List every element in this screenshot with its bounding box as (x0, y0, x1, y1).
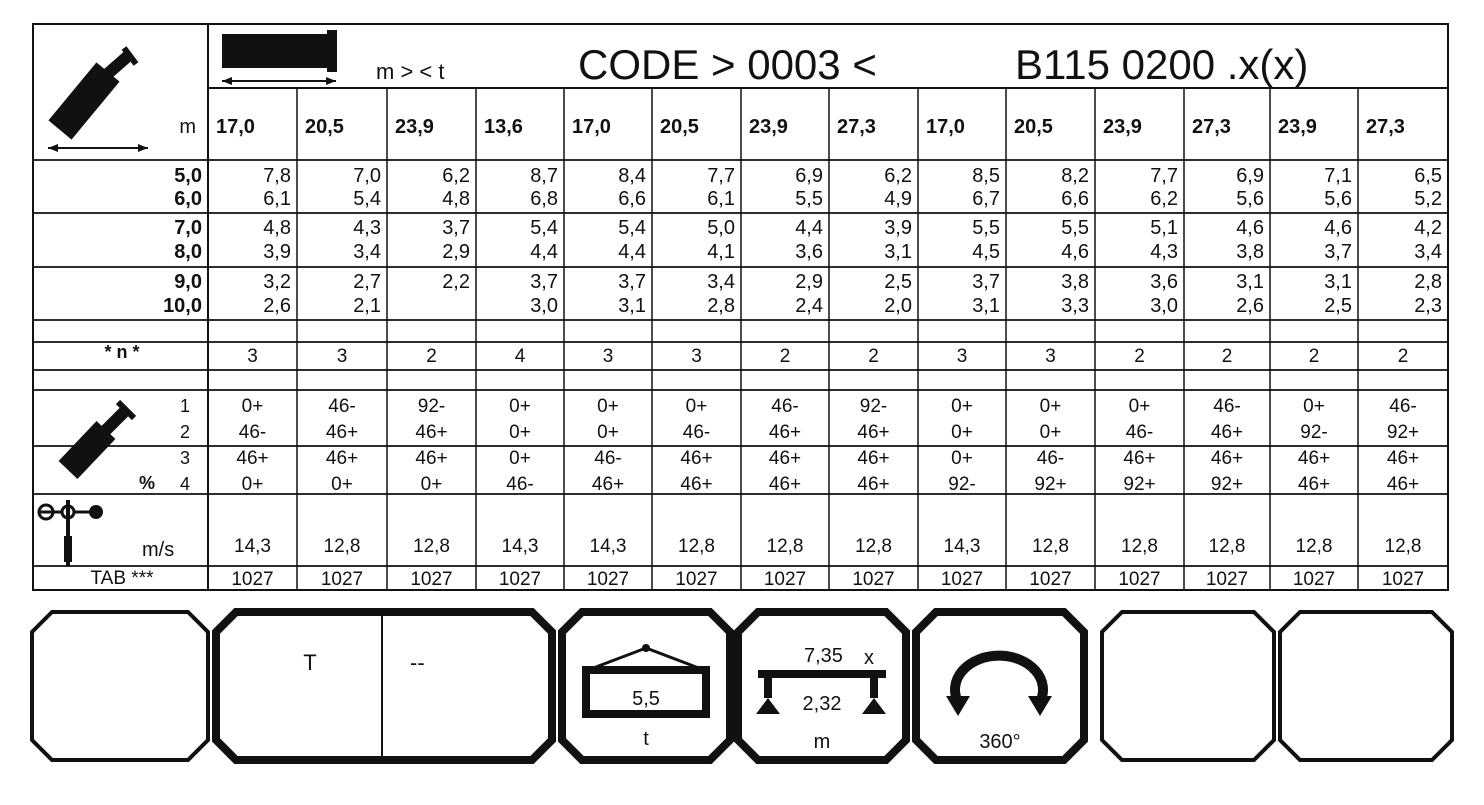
telescope-percent-cell: 0+ (597, 396, 619, 417)
radius-label: 7,0 (174, 217, 202, 239)
telescope-percent-cell: 46- (506, 474, 534, 495)
load-cell: 5,2 (1414, 188, 1442, 210)
load-cell: 6,8 (530, 188, 558, 210)
load-cell: 3,7 (530, 271, 558, 293)
section-number: 3 (179, 448, 190, 468)
falls-cell: 2 (1221, 346, 1233, 367)
empty-panel-left (32, 612, 208, 760)
load-cell: 4,6 (1324, 217, 1352, 239)
wind-speed-row (234, 536, 1421, 557)
telescope-percent-cell: 46+ (325, 422, 359, 443)
telescope-percent-cell: 92+ (1386, 422, 1420, 443)
tab-label: TAB *** (90, 568, 154, 589)
load-cell: 6,9 (1236, 165, 1264, 187)
telescope-section-numbers (180, 396, 190, 494)
telescope-percent-cell: 46+ (1297, 474, 1331, 495)
wind-speed-cell: 14,3 (589, 536, 627, 557)
telescope-percent-cell: 46+ (325, 448, 359, 469)
telescope-percent-cell: 46- (1389, 396, 1417, 417)
load-cell: 3,6 (795, 241, 823, 263)
load-cell: 2,5 (884, 271, 912, 293)
load-cell: 3,3 (1061, 295, 1089, 317)
load-cell: 5,0 (707, 217, 735, 239)
telescope-percent-cell: 0+ (951, 422, 973, 443)
telescope-percent-cell: 46- (682, 422, 711, 443)
load-cell: 6,6 (618, 188, 646, 210)
code-text: CODE > 0003 < (578, 41, 877, 88)
boom-length-cell: 27,3 (1192, 116, 1231, 138)
load-cell: 2,7 (353, 271, 381, 293)
telescope-percent-cell: 46+ (415, 448, 448, 469)
load-cell: 4,3 (1150, 241, 1178, 263)
load-cell: 3,0 (530, 295, 558, 317)
boom-length-cell: 13,6 (484, 116, 523, 138)
load-cell: 6,2 (1150, 188, 1178, 210)
load-cell: 3,1 (884, 241, 912, 263)
counterweight-panel (562, 612, 730, 760)
load-cell: 4,4 (795, 217, 823, 239)
load-cell: 5,6 (1236, 188, 1264, 210)
boom-length-cell: 20,5 (660, 116, 699, 138)
telescope-percent-cell: 46+ (415, 422, 448, 443)
tab-cell: 1027 (498, 569, 542, 590)
load-cell: 8,4 (618, 165, 646, 187)
load-cell: 3,4 (707, 271, 735, 293)
tab-cell: 1027 (852, 569, 895, 590)
telescope-percent-cell: 46- (1036, 448, 1065, 469)
load-cell: 6,5 (1414, 165, 1442, 187)
wind-speed-cell: 12,8 (855, 536, 892, 557)
telescope-percent-cell: 46+ (768, 474, 802, 495)
telescope-percent-cell: 46+ (1210, 448, 1244, 469)
telescope-percent-cell: 46+ (857, 474, 890, 495)
load-cell: 4,3 (353, 217, 381, 239)
load-cell: 5,5 (1061, 217, 1089, 239)
rotation-360-icon (946, 656, 1052, 716)
load-cell: 3,1 (618, 295, 646, 317)
wind-speed-cell: 14,3 (234, 536, 271, 557)
load-cell: 3,9 (263, 241, 291, 263)
load-cell: 3,0 (1150, 295, 1178, 317)
wind-speed-cell: 12,8 (1208, 536, 1246, 557)
load-cell: 3,4 (1414, 241, 1442, 263)
telescope-percent-cell: 0+ (1039, 396, 1062, 417)
section-number: 1 (179, 396, 190, 416)
telescope-percent-cell: 46+ (857, 422, 890, 443)
outrigger-x: x (864, 647, 874, 669)
load-cell: 2,9 (442, 241, 470, 263)
falls-cell: 2 (868, 346, 879, 367)
load-cell: 7,1 (1324, 165, 1352, 187)
boom-length-cell: 23,9 (395, 116, 434, 138)
load-cell: 5,6 (1324, 188, 1352, 210)
load-cell: 2,6 (1236, 295, 1264, 317)
falls-cell: 2 (779, 346, 791, 367)
load-cell: 8,5 (972, 165, 1000, 187)
load-cell: 4,5 (972, 241, 1000, 263)
load-cell: 2,5 (1324, 295, 1352, 317)
telescope-percent-cell: 46- (771, 396, 799, 417)
telescope-boom-icon (68, 402, 134, 470)
load-cell: 3,1 (972, 295, 1000, 317)
tab-cell: 1027 (1292, 569, 1336, 590)
tab-cell: 1027 (675, 569, 718, 590)
tab-cell: 1027 (320, 569, 364, 590)
boom-telescoped-icon (222, 30, 337, 85)
wind-speed-cell: 14,3 (501, 536, 539, 557)
telescope-percent-cell: 46- (328, 396, 356, 417)
load-cell: 8,7 (530, 165, 558, 187)
radius-label: 9,0 (174, 271, 202, 293)
boom-unit: m (179, 116, 196, 138)
wind-speed-cell: 12,8 (1384, 536, 1422, 557)
load-cell: 4,4 (618, 241, 646, 263)
boom-length-cell: 17,0 (216, 116, 255, 138)
boom-length-cell: 20,5 (1014, 116, 1053, 138)
boom-length-cell: 27,3 (837, 116, 876, 138)
section-number: 2 (179, 422, 190, 442)
falls-cell: 3 (602, 346, 614, 367)
outrigger-unit: m (813, 731, 831, 753)
load-cell: 5,5 (795, 188, 823, 210)
radius-label: 10,0 (163, 295, 202, 317)
load-cell: 4,4 (530, 241, 558, 263)
outrigger-width: 2,32 (802, 693, 842, 715)
outrigger-length: 7,35 (804, 645, 843, 667)
boom-length-cell: 17,0 (926, 116, 965, 138)
boom-length-cell: 20,5 (305, 116, 344, 138)
telescope-percent-cell: 46+ (1386, 474, 1420, 495)
load-cell: 7,7 (1150, 165, 1178, 187)
tab-cell: 1027 (1029, 569, 1072, 590)
radius-label: 8,0 (174, 241, 202, 263)
boom-length-cell: 23,9 (1103, 116, 1142, 138)
telescope-percent-cell: 92- (417, 396, 446, 417)
load-cell: 4,8 (263, 217, 291, 239)
radius-label: 6,0 (174, 188, 202, 210)
load-cell: 3,9 (884, 217, 912, 239)
telescope-percent-cell: 0+ (951, 396, 973, 417)
load-cell: 5,4 (353, 188, 381, 210)
load-cell: 2,3 (1414, 295, 1442, 317)
falls-cell: 3 (691, 346, 702, 367)
t-value: -- (410, 650, 425, 675)
section-number: 4 (179, 474, 190, 494)
load-cell: 3,1 (1324, 271, 1352, 293)
telescope-percent-cell: 0+ (1128, 396, 1151, 417)
telescope-percent-cell: 0+ (331, 474, 353, 495)
load-cell: 5,4 (618, 217, 646, 239)
telescope-percent-cell: 46+ (857, 448, 890, 469)
radius-rows (163, 165, 1442, 317)
load-cell: 6,6 (1061, 188, 1089, 210)
load-cell: 2,2 (442, 271, 470, 293)
falls-cell: 2 (426, 346, 437, 367)
telescope-percent-cell: 46- (238, 422, 267, 443)
slew-value: 360° (979, 731, 1021, 753)
load-cell: 6,1 (707, 188, 735, 210)
telescope-percent-cell: 92- (1300, 422, 1328, 443)
tab-cell: 1027 (763, 569, 807, 590)
outrigger-panel (738, 612, 906, 760)
falls-cell: 2 (1134, 346, 1145, 367)
load-cell: 3,7 (972, 271, 1000, 293)
load-cell: 8,2 (1061, 165, 1089, 187)
falls-cell: 4 (514, 346, 526, 367)
load-cell: 6,7 (972, 188, 1000, 210)
telescope-percent-cell: 92+ (1210, 474, 1244, 495)
wind-speed-cell: 12,8 (1121, 536, 1158, 557)
load-cell: 3,8 (1061, 271, 1089, 293)
telescope-percent-cell: 0+ (951, 448, 973, 469)
anemometer-icon (39, 500, 103, 566)
telescope-percent-cell: 46+ (680, 448, 713, 469)
telescope-percent-cell: 0+ (1303, 396, 1325, 417)
falls-cell: 2 (1308, 346, 1320, 367)
load-cell: 3,1 (1236, 271, 1264, 293)
telescope-percent-cell: 46- (594, 448, 622, 469)
telescope-percent-cell: 46+ (1297, 448, 1331, 469)
telescope-percent-cell: 46+ (236, 448, 269, 469)
load-cell: 2,9 (795, 271, 823, 293)
boom-length-cell: 23,9 (1278, 116, 1317, 138)
tab-row (231, 569, 1424, 590)
telescope-percent-cell: 92+ (1123, 474, 1156, 495)
load-cell: 2,8 (707, 295, 735, 317)
load-cell: 4,9 (884, 188, 912, 210)
empty-panel-right-1 (1102, 612, 1274, 760)
percent-label: % (138, 473, 156, 493)
wind-speed-cell: 12,8 (1295, 536, 1333, 557)
load-cell: 3,2 (263, 271, 291, 293)
telescope-percent-cell: 92+ (1034, 474, 1067, 495)
slew-panel (916, 612, 1084, 760)
load-cell: 5,5 (972, 217, 1000, 239)
wind-speed-cell: 12,8 (678, 536, 715, 557)
boom-length-cell: 27,3 (1366, 116, 1405, 138)
falls-label: * n * (104, 342, 140, 362)
telescope-percent-cell: 0+ (509, 422, 531, 443)
load-cell: 7,0 (353, 165, 381, 187)
telescope-percent-cell: 92- (948, 474, 976, 495)
tab-cell: 1027 (1118, 569, 1161, 590)
telescope-percent-cell: 0+ (420, 474, 443, 495)
empty-panel-right-2 (1280, 612, 1452, 760)
wind-speed-cell: 12,8 (323, 536, 361, 557)
load-cell: 5,4 (530, 217, 558, 239)
telescope-percent-cell: 0+ (241, 396, 264, 417)
load-cell: 3,4 (353, 241, 381, 263)
wind-speed-cell: 12,8 (1032, 536, 1069, 557)
boom-length-cell: 17,0 (572, 116, 611, 138)
falls-cell: 3 (956, 346, 968, 367)
load-cell: 3,6 (1150, 271, 1178, 293)
telescope-percent-cell: 46+ (768, 448, 802, 469)
boom-length-cell: 23,9 (749, 116, 788, 138)
tab-cell: 1027 (231, 569, 274, 590)
counterweight-unit: t (643, 728, 649, 750)
falls-row (247, 346, 1408, 367)
telescope-percent-cell: 46+ (1386, 448, 1420, 469)
load-cell: 4,6 (1236, 217, 1264, 239)
load-cell: 4,6 (1061, 241, 1089, 263)
load-cell: 2,1 (353, 295, 381, 317)
load-cell: 2,0 (884, 295, 912, 317)
load-cell: 4,1 (707, 241, 735, 263)
load-cell: 2,8 (1414, 271, 1442, 293)
load-cell: 4,2 (1414, 217, 1442, 239)
crane-boom-icon (48, 48, 148, 152)
telescope-percent-cell: 0+ (509, 448, 531, 469)
radius-label: 5,0 (174, 165, 202, 187)
load-cell: 5,1 (1150, 217, 1178, 239)
wind-unit: m/s (142, 539, 175, 561)
wind-speed-cell: 14,3 (943, 536, 981, 557)
load-cell: 3,8 (1236, 241, 1264, 263)
falls-cell: 3 (247, 346, 258, 367)
telescope-percent-cell: 46+ (1123, 448, 1156, 469)
telescope-percent-cell: 0+ (1039, 422, 1062, 443)
boom-length-row (216, 116, 1405, 138)
telescope-percent-cell: 46+ (768, 422, 802, 443)
telescope-percent-cell: 92- (859, 396, 888, 417)
load-cell: 3,7 (618, 271, 646, 293)
load-cell: 4,8 (442, 188, 470, 210)
load-cell: 3,7 (1324, 241, 1352, 263)
t-panel (216, 612, 552, 760)
load-cell: 2,4 (795, 295, 823, 317)
load-cell: 3,7 (442, 217, 470, 239)
falls-cell: 3 (336, 346, 348, 367)
t-label: T (303, 650, 317, 675)
telescope-percent-cell: 0+ (597, 422, 619, 443)
wind-speed-cell: 12,8 (413, 536, 450, 557)
unit-relation: m > < t (376, 59, 445, 84)
load-cell: 7,8 (263, 165, 291, 187)
tab-cell: 1027 (1381, 569, 1425, 590)
load-cell: 6,2 (884, 165, 912, 187)
load-cell: 6,1 (263, 188, 291, 210)
tab-cell: 1027 (586, 569, 630, 590)
falls-cell: 2 (1397, 346, 1409, 367)
load-cell: 6,2 (442, 165, 470, 187)
telescope-percent-cell: 46+ (1210, 422, 1244, 443)
telescope-percent-cell: 0+ (509, 396, 531, 417)
telescope-percent-cell: 46- (1125, 422, 1154, 443)
tab-cell: 1027 (1205, 569, 1249, 590)
telescope-percent-cell: 46+ (591, 474, 625, 495)
load-cell: 2,6 (263, 295, 291, 317)
falls-cell: 3 (1045, 346, 1056, 367)
telescope-percent-cell: 46+ (680, 474, 713, 495)
wind-speed-cell: 12,8 (766, 536, 804, 557)
load-cell: 7,7 (707, 165, 735, 187)
telescope-percent-cell: 0+ (685, 396, 708, 417)
telescope-percent-cell: 46- (1213, 396, 1241, 417)
counterweight-value: 5,5 (632, 688, 660, 710)
model-code: B115 0200 .x(x) (1015, 41, 1309, 88)
tab-cell: 1027 (940, 569, 984, 590)
tab-cell: 1027 (410, 569, 453, 590)
telescope-percent-cell: 0+ (241, 474, 264, 495)
load-cell: 6,9 (795, 165, 823, 187)
